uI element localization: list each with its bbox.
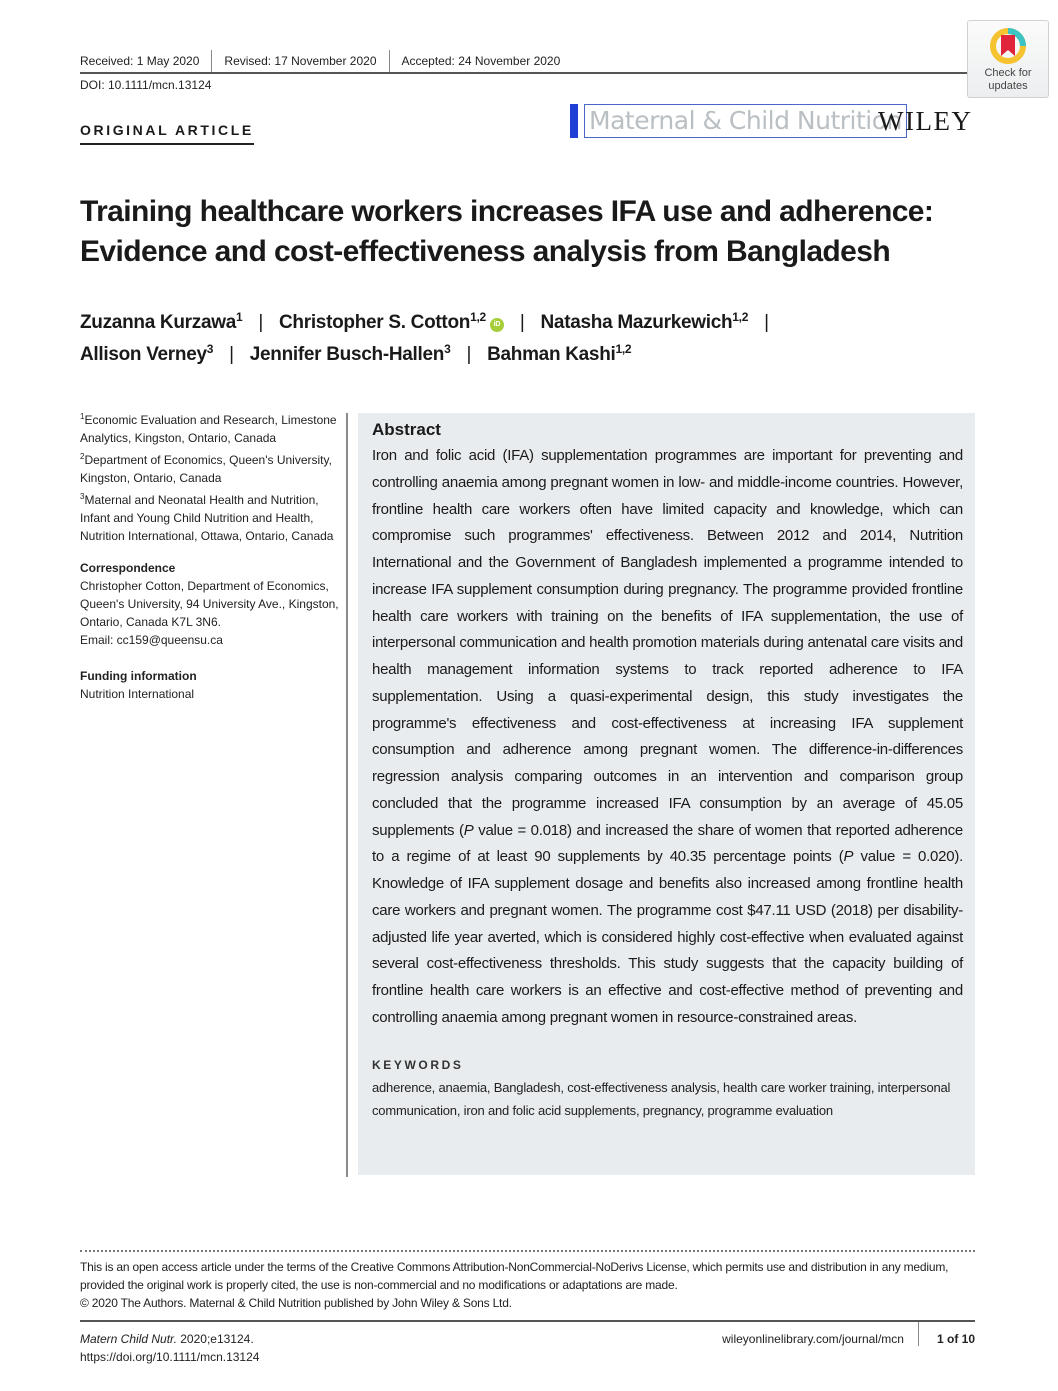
publication-dates-bar <box>80 50 975 74</box>
accepted-date: Accepted: 24 November 2020 <box>389 50 573 72</box>
author-separator: | <box>229 344 234 365</box>
article-type-label: ORIGINAL ARTICLE <box>80 122 254 145</box>
author-separator: | <box>764 312 769 333</box>
received-date: Received: 1 May 2020 <box>80 54 200 68</box>
license-text: This is an open access article under the terms of the Creative Commons Attribution-NonCommercial-NoDerivs License, which permits use and distribution in any medium, provided the original work is properly cited, the use is non-commercial and no modifications or adaptations are made. <box>80 1260 949 1292</box>
footer-right <box>722 1330 975 1348</box>
article-title: Training healthcare workers increases IFA use and adherence: Evidence and cost-effectiveness analysis from Bangladesh <box>80 195 934 268</box>
affiliation: $^3$Maternal and Neonatal Health and Nutrition, Infant and Young Child Nutrition and Health, Nutrition International, Ottawa, Ontario, Canada <box>80 492 334 543</box>
article-sidebar <box>80 411 342 703</box>
check-for-updates-label-2: updates <box>988 80 1028 92</box>
keywords-text: adherence, anaemia, Bangladesh, cost-effectiveness analysis, health care worker training, interpersonal communication, iron and folic acid supplements, pregnancy, programme evaluation <box>372 1079 951 1118</box>
funding-heading: Funding information <box>80 669 197 683</box>
citation-journal: Matern Child Nutr. <box>80 1332 177 1346</box>
abstract-box <box>358 413 975 1175</box>
author[interactable]: Allison Verney$^3$ <box>80 342 214 365</box>
correspondence-text: Christopher Cotton, Department of Economics, Queen's University, 94 University Ave., Kingston, Ontario, Canada K7L 3N6. <box>80 579 339 629</box>
journal-logo <box>570 104 907 138</box>
citation-details: 2020;e13124. <box>176 1332 254 1346</box>
page-footer <box>80 1320 975 1366</box>
keywords-heading: KEYWORDS <box>372 1057 464 1072</box>
author-separator: | <box>466 344 472 365</box>
journal-site-link[interactable]: wileyonlinelibrary.com/journal/mcn <box>722 1332 904 1346</box>
author-list <box>80 307 980 371</box>
crossmark-icon <box>988 26 1028 66</box>
column-divider <box>346 413 348 1177</box>
correspondence-heading: Correspondence <box>80 561 176 575</box>
author-separator: | <box>519 312 525 333</box>
revised-date: Revised: 17 November 2020 <box>211 50 388 72</box>
author-separator: | <box>258 312 263 333</box>
abstract-heading: Abstract <box>372 420 441 439</box>
author[interactable]: Jennifer Busch-Hallen$^3$ <box>249 342 451 365</box>
page-number: 1 of 10 <box>918 1322 975 1346</box>
affiliation: $^1$Economic Evaluation and Research, Limestone Analytics, Kingston, Ontario, Canada <box>80 412 337 445</box>
check-for-updates-label-1: Check for <box>984 67 1032 79</box>
doi-link[interactable]: https://doi.org/10.1111/mcn.13124 <box>80 1350 260 1364</box>
check-for-updates-button[interactable] <box>967 20 1049 98</box>
journal-name: Maternal & Child Nutrition <box>584 104 907 138</box>
correspondence-email[interactable]: Email: cc159@queensu.ca <box>80 633 223 647</box>
doi[interactable]: DOI: 10.1111/mcn.13124 <box>80 78 212 92</box>
author[interactable]: Christopher S. Cotton$^{1,2}$ <box>279 310 486 333</box>
orcid-icon[interactable]: iD <box>490 318 504 332</box>
author[interactable]: Natasha Mazurkewich$^{1,2}$ <box>540 310 749 333</box>
publisher-logo: WILEY <box>878 106 973 136</box>
author[interactable]: Bahman Kashi$^{1,2}$ <box>487 342 632 365</box>
funding-text: Nutrition International <box>80 687 195 701</box>
author[interactable]: Zuzanna Kurzawa$^1$ <box>80 310 243 333</box>
abstract-text: Iron and folic acid (IFA) supplementation programmes are important for preventing and controlling anaemia among pregnant women in low- and middle-income countries. However, frontline health care workers often have limited capacity and knowledge, which can compromise such programmes' effectiveness. Between 2012 and 2014, Nutrition International and the Government of Bangladesh implemented a programme intended to increase IFA supplement consumption during pregnancy. The programme provided frontline health care workers with training on the benefits of IFA supplementation, the use of interpersonal communication and health promotion materials during antenatal care visits and health management information systems to track reported adherence to IFA supplementation. Using a quasi-experimental design, this study investigates the programme's effectiveness and cost-effectiveness at increasing IFA supplement consumption and adherence among pregnant women. The difference-in-differences regression analysis comparing outcomes in an intervention and comparison group concluded that the programme increased IFA consumption by an average of 45.05 supplements (P value = 0.018) and increased the share of women that reported adherence to a regime of at least 90 supplements by 40.35 percentage points (P value = 0.020). Knowledge of IFA supplement dosage and benefits also increased among frontline health care workers and pregnant women. The programme cost $47.11 USD (2018) per disability-adjusted life year averted, which is considered highly cost-effective when evaluated against several cost-effectiveness thresholds. This study suggests that the capacity building of frontline health care workers is an effective and cost-effective method of preventing and controlling anaemia among pregnant women in resource-constrained areas. <box>372 447 963 1026</box>
copyright-text: © 2020 The Authors. Maternal & Child Nutrition published by John Wiley & Sons Ltd. <box>80 1296 512 1310</box>
journal-logo-bar <box>570 104 578 138</box>
license-notice <box>80 1250 975 1312</box>
affiliation: $^2$Department of Economics, Queen's University, Kingston, Ontario, Canada <box>80 452 332 485</box>
